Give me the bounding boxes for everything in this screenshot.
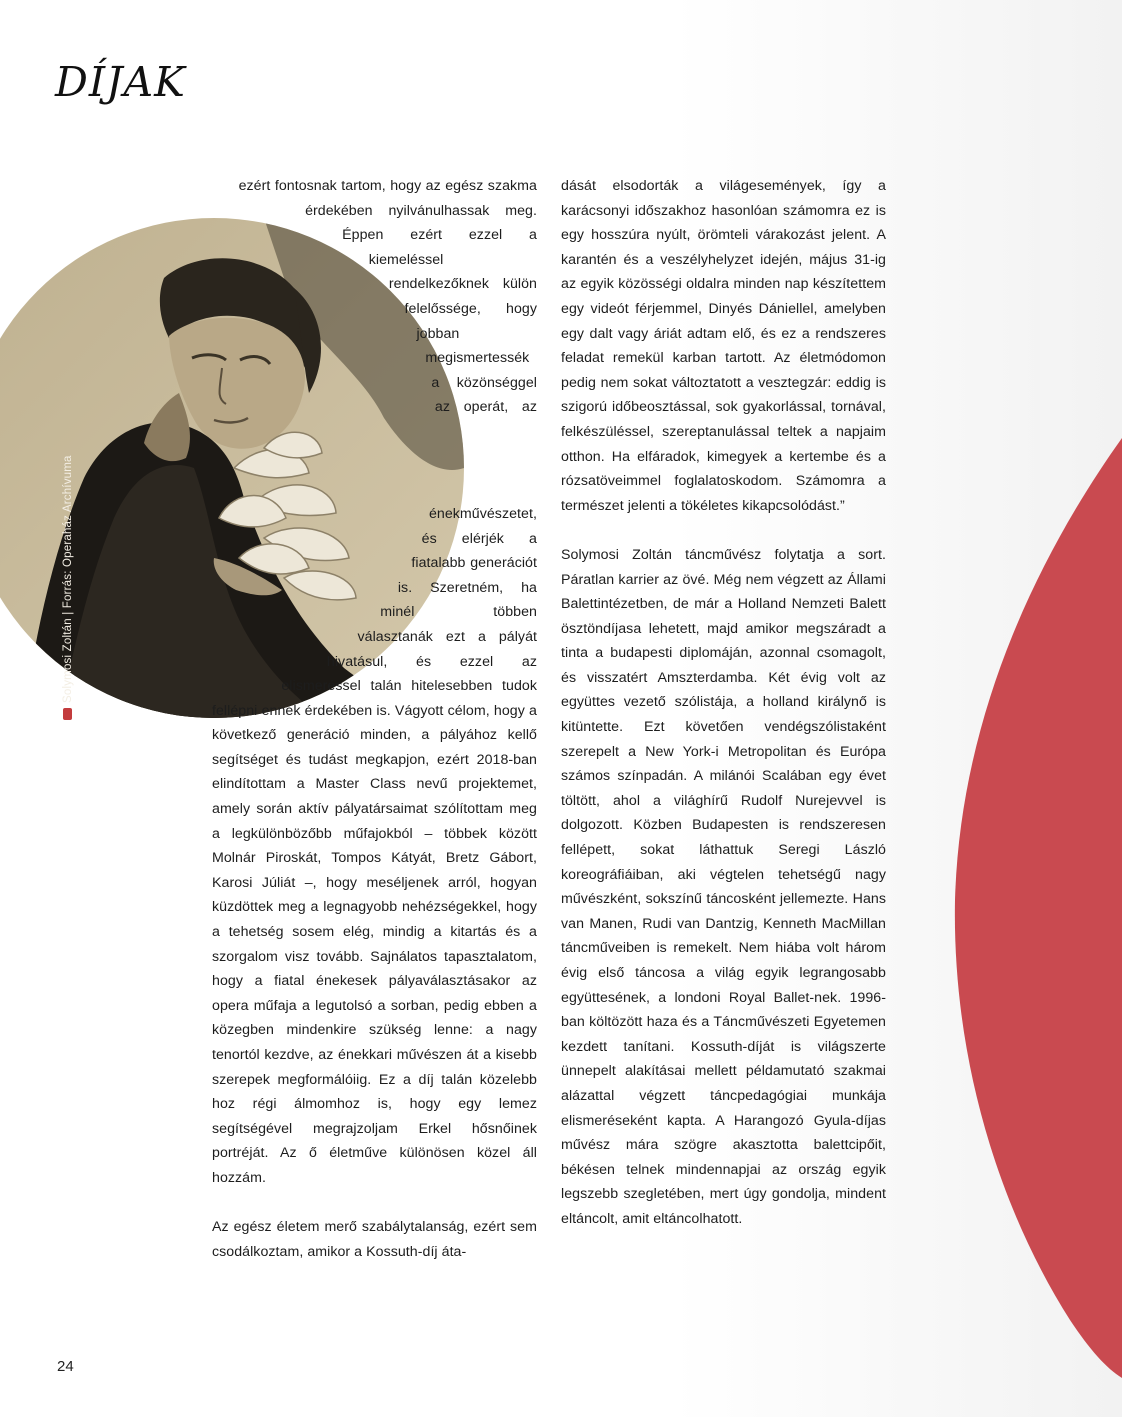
page-number: 24 [57, 1358, 74, 1375]
photo-credit-text: Solymosi Zoltán | Forrás: Operaház Archívuma [62, 455, 74, 703]
right-paragraph-1: dását elsodorták a világesemények, így a karácsonyi időszakhoz hasonlóan számomra ez is egy hosszúra nyúlt, örömteli várakozást jelent. A karantén és a veszélyhelyzet idején, május 31-ig az egyik közösségi oldalra minden nap készítettem egy videót férjemmel, Dinyés Dániellel, amelyben egy dalt vagy áriát adtam elő, és ez a rendszeres feladat remekül karban tartott. Az életmódomon pedig nem sokat változtatott a vesztegzár: eddig is szigorú időbeosztással, sok gyakorlással, tornával, felkészüléssel, szereptanulással teltek a napjaim otthon. Ha elfáradok, kimegyek a kertembe és a rózsatöveimmel foglalatoskodom. Számomra a természet jelenti a tökéletes kikapcsolódást.” [561, 178, 886, 514]
paragraph-gap [561, 518, 886, 543]
left-paragraph-1: ezért fontosnak tartom, hogy az egész szakma érdekében nyilvánulhassak meg. Éppen ezért ezzel a kiemeléssel rendelkezőknek külön felelőssége, hogy jobban megismertessék a közönséggel az operát, az énekművészetet, és elérjék a fiatalabb generációt is. Szeretném, ha minél többen választanák ezt a pályát hivatásul, és ezzel az elismeréssel talán hitelesebben tudok fellépni ennek érdekében is. Vágyott célom, hogy a következő generáció minden, a pályához kellő segítséget és tudást megkapjon, ezért 2018-ban elindítottam a Master Class nevű projektemet, amely során aktív pályatársaimat szólítottam meg a legkülönbözőbb műfajokból – többek között Molnár Piroskát, Tompos Kátyát, Bretz Gábort, Karosi Júliát –, hogy meséljenek arról, hogyan küzdöttek meg a legnagyobb nehézségekkel, hogy a tehetség sosem elég, mindig a kitartás és a szorgalom visz tovább. Sajnálatos tapasztalatom, hogy a fiatal énekesek pályaválasztásakor az opera műfaja a legutolsó a sorban, pedig ebben a közegben mindenkire szükség lenne: a nagy tenortól kezdve, az énekkari művészen át a kisebb szerepek megformálóiig. Ez a díj talán közelebb hoz régi álmomhoz is, hogy egy lemez segítségével megrajzoljam Erkel hősnőinek portréját. Az ő életműve különösen közel áll hozzám. [212, 178, 537, 1186]
left-text-column [212, 174, 537, 1264]
right-paragraph-2: Solymosi Zoltán táncművész folytatja a sort. Páratlan karrier az övé. Még nem végzett az Állami Balettintézetben, de már a Holland Nemzeti Balett ösztöndíjasa lehetett, majd amikor megszáradt a tinta a budapesti diplomáján, azonnal csomagolt, és visszatért Amszterdamba. Két évig volt az együttes vezető szólistája, a holland királynő is kitüntette. Ezt követően vendégszólistaként szerepelt a New York-i Metropolitan és Európa számos színpadán. A milánói Scalában egy évet töltött, ahol a világhírű Rudolf Nurejevvel is dolgozott. Közben Budapesten is rendszeresen fellépett, sokat láthattuk Seregi László koreográfiáiban, aki végtelen tehetségű nagy művészként, sokszínű táncosként jellemezte. Hans van Manen, Rudi van Dantzig, Kenneth MacMillan táncműveiben is remekelt. Nem hiába volt három évig első táncosa a világ egyik legrangosabb együttesének, a londoni Royal Ballet-nek. 1996-ban költözött haza és a Táncművészeti Egyetemen kezdett tanítani. Kossuth-díját is világszerte ünnepelt alakításai mellett példamutató szakmai alázattal végzett táncpedagógiai munkája elismeréseként kapta. A Harangozó Gyula-díjas művész mára szögre akasztotta balettcipőit, békésen telnek mindennapjai az ország egyik legszebb szegletében, mert úgy gondolja, mindent eltáncolt, amit eltáncolhatott. [561, 546, 886, 1227]
photo-credit [62, 455, 74, 720]
paragraph-gap [212, 1191, 537, 1216]
camera-icon [63, 708, 72, 720]
left-paragraph-2: Az egész életem merő szabálytalanság, ezért sem csodálkoztam, amikor a Kossuth-díj áta- [212, 1219, 537, 1260]
section-title: DÍJAK [55, 58, 186, 106]
right-text-column [561, 174, 886, 1232]
